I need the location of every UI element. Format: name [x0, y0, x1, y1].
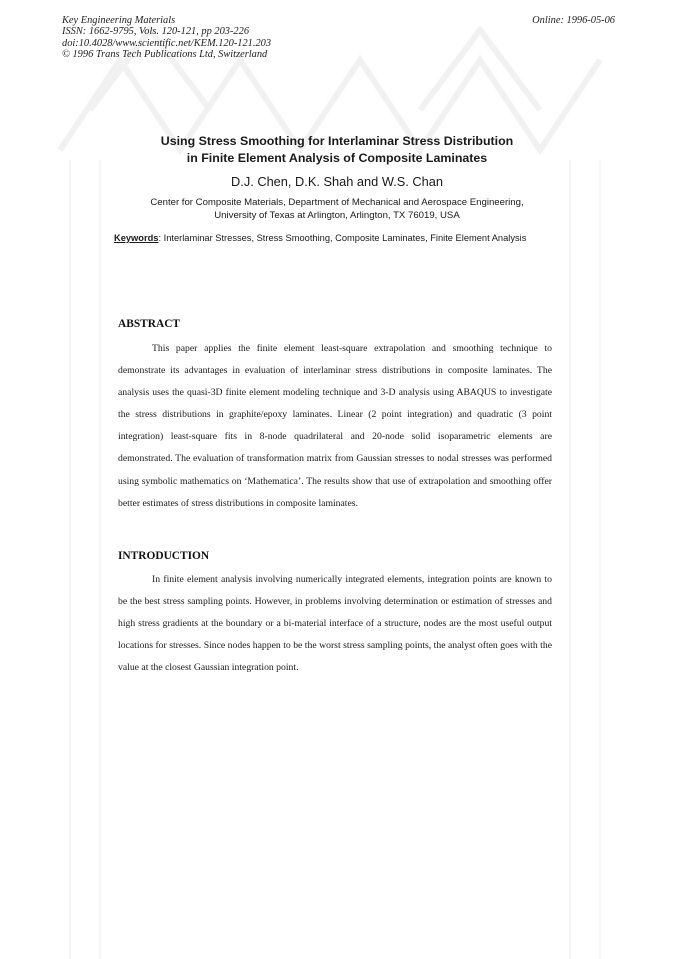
abstract-text: This paper applies the finite element least-square extrapolation and smoothing technique to demonstrate its advantages in evaluation of interlaminar stress distributions in composite laminates. The analysis uses the quasi-3D finite element modeling technique and 3-D analysis using ABAQUS to investigate the stress distributions in graphite/epoxy laminates. Linear (2 point integration) and quadratic (3 point integration) least-square fits in 8-node quadrilateral and 20-node solid isoparametric elements are demonstrated. The evaluation of transformation matrix from Gaussian stresses to nodal stresses was performed using symbolic mathematics on ‘Mathematica’. The results show that use of extrapolation and smoothing offer better estimates of stress distributions in composite laminates.	[118, 343, 552, 509]
issn-line: ISSN: 1662-9795, Vols. 120-121, pp 203-226	[62, 26, 250, 38]
doi-line: doi:10.4028/www.scientific.net/KEM.120-121.203	[62, 37, 272, 49]
title-line-2: in Finite Element Analysis of Composite Laminates	[186, 151, 488, 165]
online-date: Online: 1996-05-06	[532, 15, 615, 26]
introduction-heading: INTRODUCTION	[118, 550, 210, 562]
keywords-text: Interlaminar Stresses, Stress Smoothing, Composite Laminates, Finite Element Analysis	[163, 233, 527, 243]
paper-title	[110, 133, 564, 167]
journal-info	[62, 15, 462, 61]
journal-name: Key Engineering Materials	[62, 15, 176, 26]
authors: D.J. Chen, D.K. Shah and W.S. Chan	[231, 174, 443, 189]
affiliation	[110, 197, 564, 222]
title-line-1: Using Stress Smoothing for Interlaminar Stress Distribution	[160, 134, 514, 148]
keywords-label: Keywords	[114, 233, 159, 243]
copyright-line: © 1996 Trans Tech Publications Ltd, Switzerland	[62, 49, 268, 61]
keywords: Keywords: Interlaminar Stresses, Stress Smoothing, Composite Laminates, Finite Element Analysis	[114, 233, 527, 243]
abstract-heading: ABSTRACT	[118, 318, 181, 330]
affiliation-line-2: University of Texas at Arlington, Arlington, TX 76019, USA	[214, 209, 460, 221]
introduction-text: In finite element analysis involving numerically integrated elements, integration points are known to be the best stress sampling points. However, in problems involving determination or estimation of stresses and high stress gradients at the boundary or a bi-material interface of a structure, nodes are the most useful output locations for stresses. Since nodes happen to be the worst stress sampling points, the analyst often goes with the value at the closest Gaussian integration point.	[118, 574, 552, 674]
affiliation-line-1: Center for Composite Materials, Department of Mechanical and Aerospace Engineering,	[150, 197, 524, 208]
